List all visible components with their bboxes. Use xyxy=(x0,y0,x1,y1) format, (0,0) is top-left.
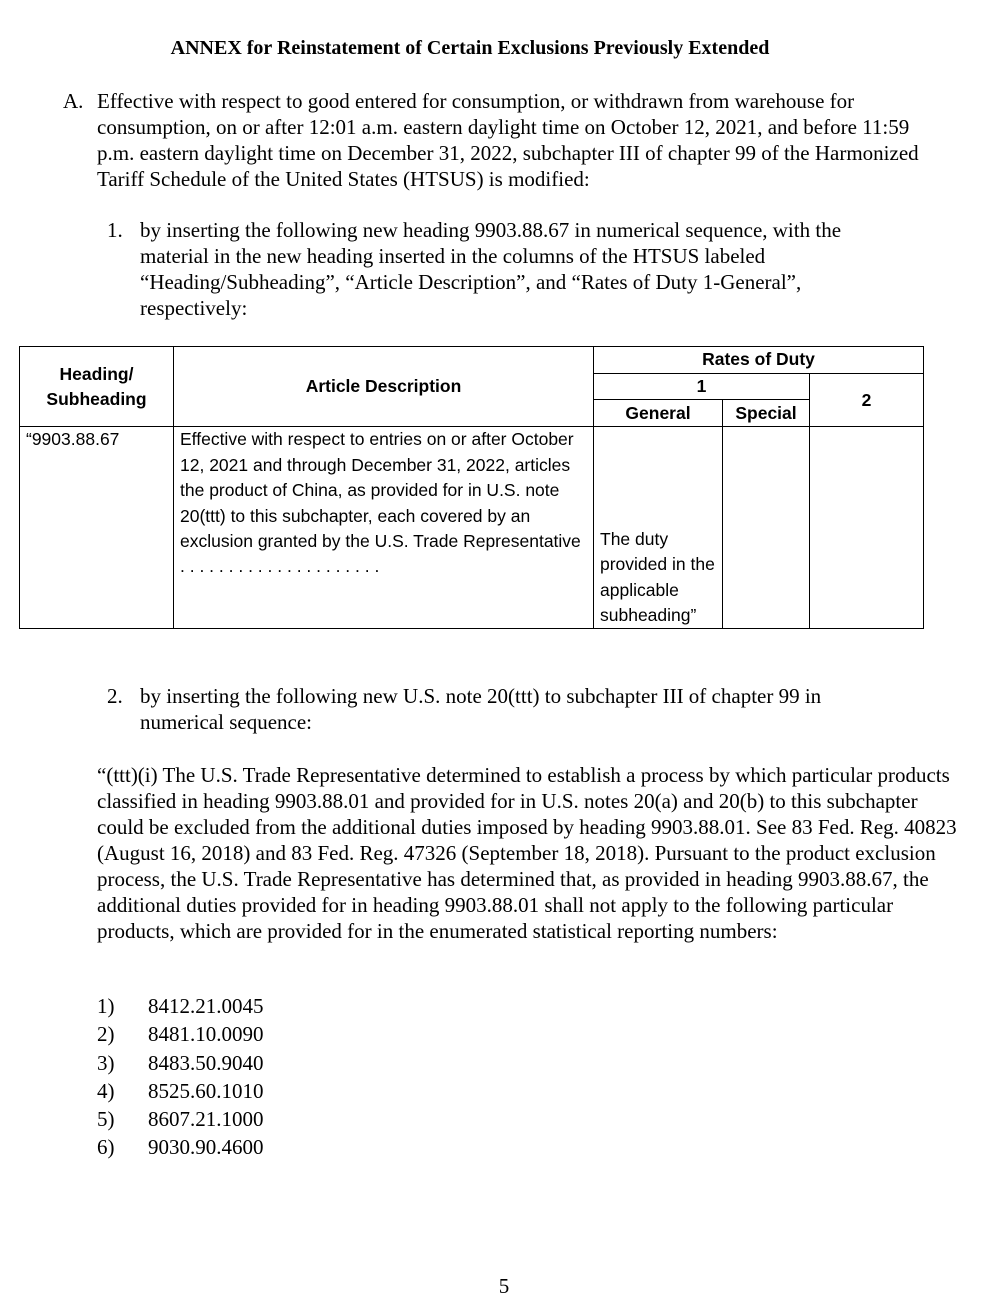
header-heading-line1: Heading/ xyxy=(59,363,134,384)
row-rate-column-2 xyxy=(810,427,924,629)
header-article-description: Article Description xyxy=(174,347,594,427)
header-heading-line2: Subheading xyxy=(46,388,147,409)
code-item xyxy=(97,1050,397,1078)
row-article-description: Effective with respect to entries on or after October 12, 2021 and through December 31, 2022, articles the product of China, as provided for in U.S. note 20(ttt) to this subchapter, each covered by an exclusion granted by the U.S. Trade Representative . . . . . . . . . . . . . . . . . . . . . xyxy=(174,427,594,629)
code-value: 8525.60.1010 xyxy=(148,1078,264,1103)
row-heading-number: “9903.88.67 xyxy=(20,427,174,629)
code-number: 5) xyxy=(97,1107,115,1132)
code-number: 3) xyxy=(97,1050,115,1075)
page-number: 5 xyxy=(498,1274,510,1298)
section-a-text: Effective with respect to good entered for consumption, or withdrawn from warehouse for consumption, on or after 12:01 a.m. eastern daylight time on October 12, 2021, and before 11:59 p.m. eastern daylight time on December 31, 2022, subchapter III of chapter 99 of the Harmonized Tariff Schedule of the United States (HTSUS) is modified: xyxy=(97,89,919,191)
header-rates-of-duty: Rates of Duty xyxy=(594,347,924,374)
code-item xyxy=(97,993,397,1021)
list-item-2-number: 2. xyxy=(107,684,123,708)
code-value: 8481.10.0090 xyxy=(148,1022,264,1047)
code-item xyxy=(97,1078,397,1106)
section-a xyxy=(63,88,943,192)
list-item-2-text: by inserting the following new U.S. note 20(ttt) to subchapter III of chapter 99 in numerical sequence: xyxy=(140,684,822,734)
code-value: 9030.90.4600 xyxy=(148,1135,264,1160)
code-item xyxy=(97,1134,397,1162)
header-special: Special xyxy=(723,400,810,427)
code-number: 1) xyxy=(97,994,115,1018)
code-value: 8483.50.9040 xyxy=(148,1050,264,1075)
header-heading-subheading xyxy=(20,347,174,427)
section-a-label: A. xyxy=(63,89,84,113)
code-number: 2) xyxy=(97,1022,115,1047)
code-item xyxy=(97,1106,397,1134)
header-column-2: 2 xyxy=(810,374,924,427)
list-item-2 xyxy=(107,683,907,735)
code-value: 8607.21.1000 xyxy=(148,1107,264,1132)
statistical-reporting-numbers xyxy=(97,993,397,1163)
code-number: 6) xyxy=(97,1135,115,1160)
list-item-1 xyxy=(107,217,907,321)
code-value: 8412.21.0045 xyxy=(148,994,264,1018)
list-item-1-number: 1. xyxy=(107,218,123,242)
row-rate-special xyxy=(723,427,810,629)
list-item-1-text: by inserting the following new heading 9903.88.67 in numerical sequence, with the material in the new heading inserted in the columns of the HTSUS labeled “Heading/Subheading”, “Article Description”, and “Rates of Duty 1-General”, respectively: xyxy=(140,218,842,320)
header-column-1: 1 xyxy=(594,374,810,400)
row-rate-general: The duty provided in the applicable subheading” xyxy=(594,427,723,629)
us-note-text: “(ttt)(i) The U.S. Trade Representative determined to establish a process by which particular products classified in heading 9903.88.01 and provided for in U.S. notes 20(a) and 20(b) to this subchapter could be excluded from the additional duties imposed by heading 9903.88.01. See 83 Fed. Reg. 40823 (August 16, 2018) and 83 Fed. Reg. 47326 (September 18, 2018). Pursuant to the product exclusion process, the U.S. Trade Representative has determined that, as provided in heading 9903.88.67, the additional duties provided for in heading 9903.88.01 shall not apply to the following particular products, which are provided for in the enumerated statistical reporting numbers: xyxy=(97,763,957,943)
header-general: General xyxy=(594,400,723,427)
code-number: 4) xyxy=(97,1078,115,1103)
code-item xyxy=(97,1021,397,1049)
annex-title: ANNEX for Reinstatement of Certain Exclusions Previously Extended xyxy=(170,37,770,59)
heading-table xyxy=(19,346,924,629)
